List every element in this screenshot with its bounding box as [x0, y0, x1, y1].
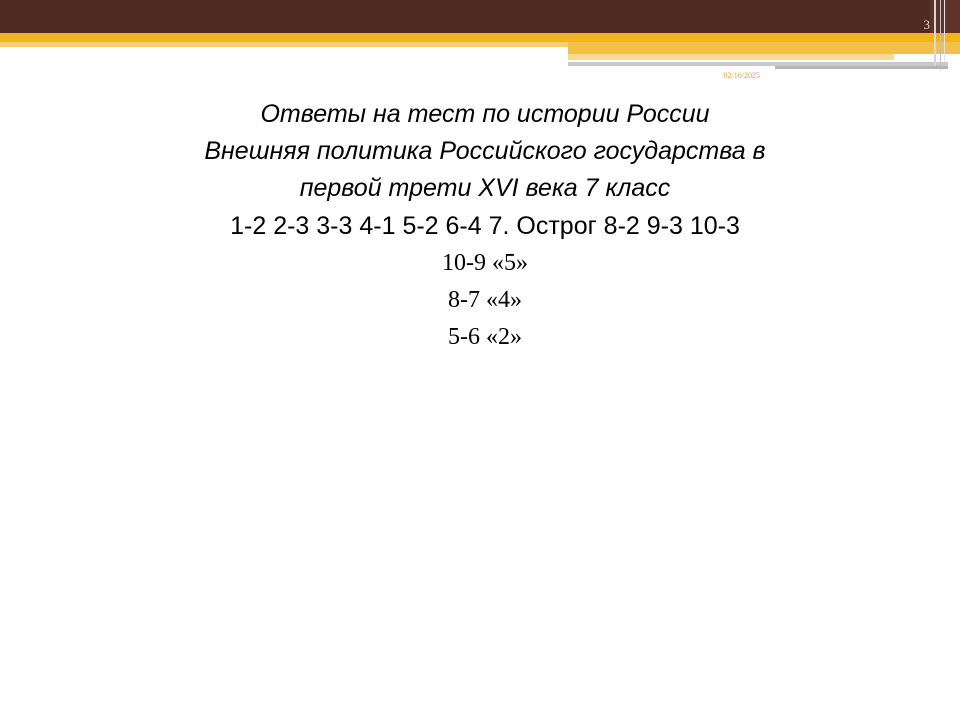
slide-title-line: первой трети XVI века 7 класс — [299, 174, 671, 202]
header-edge-line — [940, 0, 941, 70]
slide-content — [100, 96, 870, 356]
header-edge-line — [944, 0, 945, 62]
header-band-brown — [0, 0, 930, 33]
header-edge-line — [934, 0, 936, 66]
grade-line: 10-9 «5» — [442, 250, 528, 276]
header-band-gold-right — [568, 42, 960, 54]
slide-date: 02/16/2025 — [723, 71, 760, 80]
grade-line: 8-7 «4» — [448, 287, 522, 313]
slide-title-line: Ответы на тест по истории России — [260, 100, 710, 128]
grade-line: 5-6 «2» — [448, 324, 522, 350]
header-band-gold-light — [0, 42, 568, 47]
slide-number: 3 — [923, 17, 930, 32]
answers-line: 1-2 2-3 3-3 4-1 5-2 6-4 7. Острог 8-2 9-3 10-3 — [230, 212, 740, 240]
header-band-gray-short — [775, 66, 948, 69]
header-band-gold-pale — [568, 54, 894, 60]
slide-title-line: Внешняя политика Российского государства в — [204, 137, 766, 165]
header-band-gold — [0, 33, 960, 42]
